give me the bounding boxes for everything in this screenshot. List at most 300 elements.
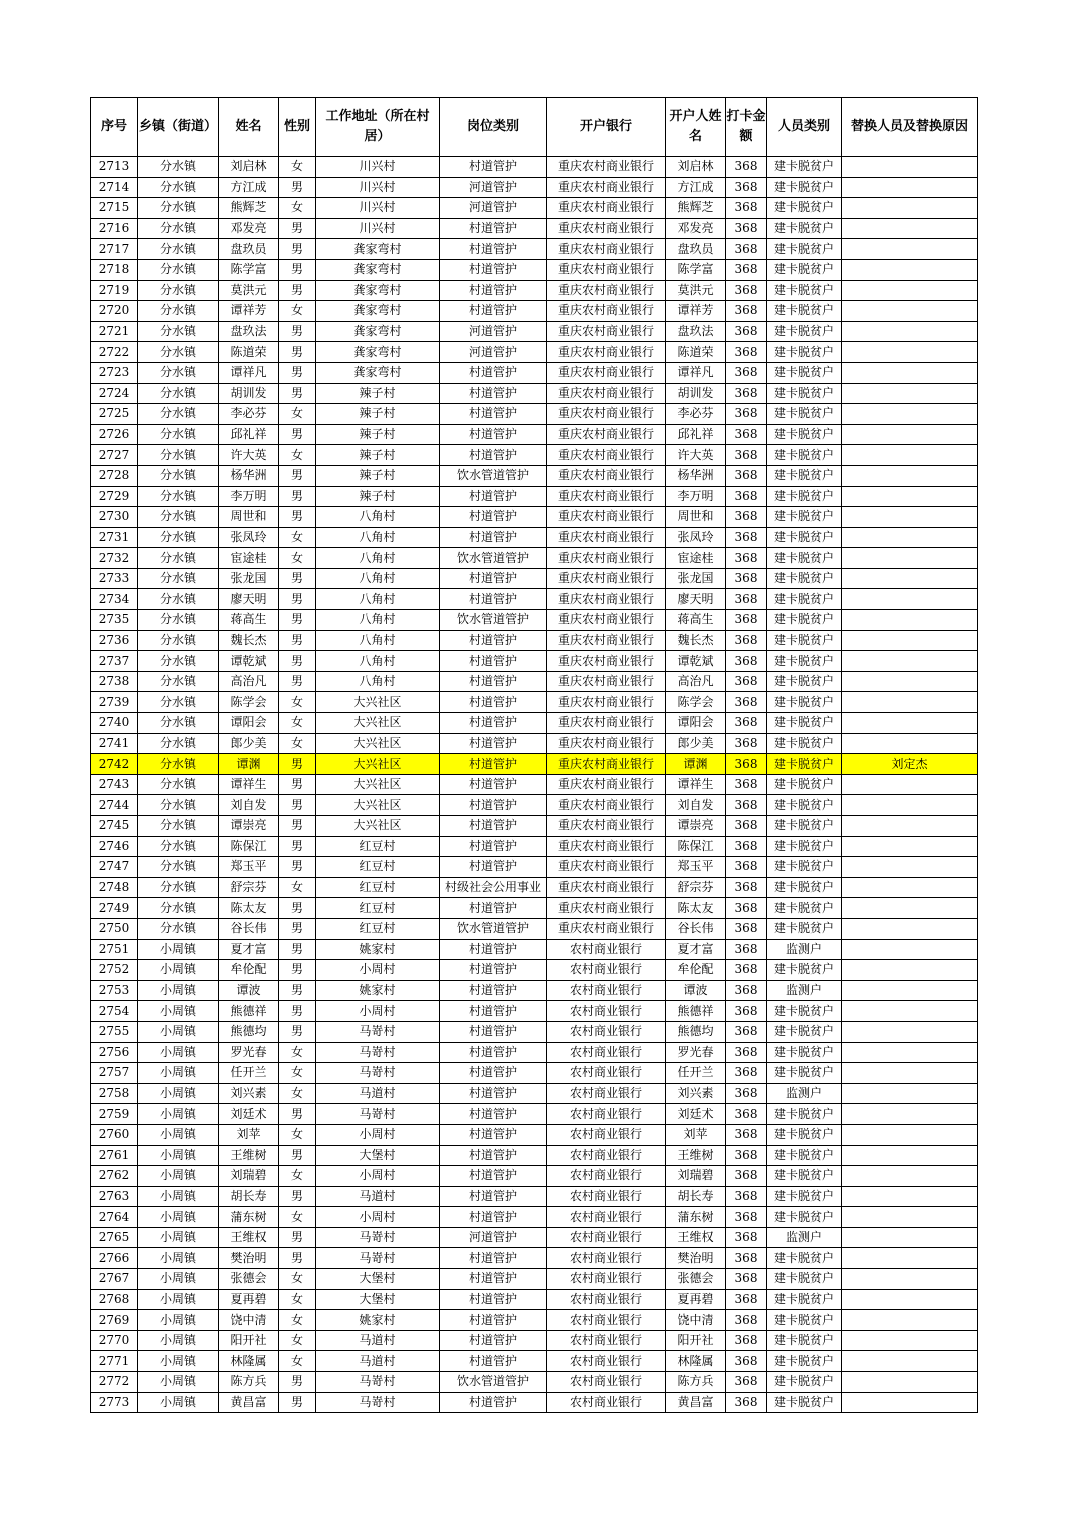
cell-replacement <box>842 1063 978 1084</box>
cell-gender: 男 <box>279 424 316 445</box>
cell-name: 谭崇亮 <box>219 816 279 837</box>
col-header-replacement: 替换人员及替换原因 <box>842 98 978 157</box>
cell-bank: 重庆农村商业银行 <box>547 774 666 795</box>
cell-bank: 重庆农村商业银行 <box>547 671 666 692</box>
cell-name: 王维权 <box>219 1227 279 1248</box>
cell-amount: 368 <box>726 280 767 301</box>
table-row <box>91 486 978 507</box>
cell-post-type: 村道管护 <box>440 1124 547 1145</box>
cell-amount: 368 <box>726 713 767 734</box>
table-row <box>91 301 978 322</box>
cell-town: 分水镇 <box>138 259 219 280</box>
cell-bank: 重庆农村商业银行 <box>547 383 666 404</box>
cell-person-type: 建卡脱贫户 <box>767 177 842 198</box>
cell-amount: 368 <box>726 918 767 939</box>
cell-gender: 男 <box>279 754 316 775</box>
cell-post-type: 村道管护 <box>440 671 547 692</box>
table-row <box>91 1124 978 1145</box>
cell-name: 谭祥芳 <box>219 301 279 322</box>
table-row <box>91 795 978 816</box>
cell-person-type: 监测户 <box>767 1227 842 1248</box>
cell-index: 2736 <box>91 630 138 651</box>
cell-replacement <box>842 651 978 672</box>
cell-index: 2739 <box>91 692 138 713</box>
cell-person-type: 建卡脱贫户 <box>767 1166 842 1187</box>
cell-name: 陈学富 <box>219 259 279 280</box>
cell-town: 分水镇 <box>138 321 219 342</box>
col-header-post-type: 岗位类别 <box>440 98 547 157</box>
cell-account-holder: 陈太友 <box>666 898 726 919</box>
cell-post-type: 村道管护 <box>440 1104 547 1125</box>
cell-index: 2761 <box>91 1145 138 1166</box>
cell-amount: 368 <box>726 671 767 692</box>
cell-town: 分水镇 <box>138 589 219 610</box>
cell-name: 陈道荣 <box>219 342 279 363</box>
cell-person-type: 建卡脱贫户 <box>767 651 842 672</box>
cell-address: 八角村 <box>316 548 440 569</box>
cell-replacement: 刘定杰 <box>842 754 978 775</box>
cell-post-type: 村道管护 <box>440 404 547 425</box>
table-row <box>91 980 978 1001</box>
table-row <box>91 527 978 548</box>
cell-bank: 农村商业银行 <box>547 1166 666 1187</box>
cell-name: 刘自发 <box>219 795 279 816</box>
cell-index: 2716 <box>91 218 138 239</box>
cell-address: 八角村 <box>316 610 440 631</box>
cell-account-holder: 张德会 <box>666 1269 726 1290</box>
cell-bank: 农村商业银行 <box>547 1227 666 1248</box>
cell-post-type: 村道管护 <box>440 383 547 404</box>
cell-name: 张龙国 <box>219 568 279 589</box>
cell-amount: 368 <box>726 1124 767 1145</box>
cell-account-holder: 谭乾斌 <box>666 651 726 672</box>
table-row <box>91 651 978 672</box>
cell-replacement <box>842 177 978 198</box>
cell-town: 分水镇 <box>138 239 219 260</box>
cell-index: 2727 <box>91 445 138 466</box>
cell-account-holder: 刘兴素 <box>666 1083 726 1104</box>
cell-amount: 368 <box>726 301 767 322</box>
cell-gender: 男 <box>279 1372 316 1393</box>
table-row <box>91 239 978 260</box>
cell-index: 2734 <box>91 589 138 610</box>
cell-index: 2773 <box>91 1392 138 1413</box>
cell-address: 马嵜村 <box>316 1372 440 1393</box>
cell-post-type: 河道管护 <box>440 177 547 198</box>
cell-bank: 农村商业银行 <box>547 1372 666 1393</box>
table-row <box>91 692 978 713</box>
cell-amount: 368 <box>726 1042 767 1063</box>
cell-address: 辣子村 <box>316 445 440 466</box>
cell-gender: 女 <box>279 1289 316 1310</box>
cell-index: 2764 <box>91 1207 138 1228</box>
cell-post-type: 村道管护 <box>440 1248 547 1269</box>
cell-bank: 农村商业银行 <box>547 1124 666 1145</box>
cell-person-type: 建卡脱贫户 <box>767 218 842 239</box>
cell-amount: 368 <box>726 1021 767 1042</box>
cell-name: 熊德祥 <box>219 1001 279 1022</box>
cell-gender: 男 <box>279 465 316 486</box>
cell-post-type: 村道管护 <box>440 980 547 1001</box>
cell-account-holder: 高治凡 <box>666 671 726 692</box>
cell-name: 陈方兵 <box>219 1372 279 1393</box>
cell-account-holder: 熊辉芝 <box>666 198 726 219</box>
cell-bank: 农村商业银行 <box>547 939 666 960</box>
cell-address: 姚家村 <box>316 980 440 1001</box>
cell-town: 分水镇 <box>138 507 219 528</box>
cell-account-holder: 陈道荣 <box>666 342 726 363</box>
cell-address: 大兴社区 <box>316 816 440 837</box>
cell-amount: 368 <box>726 486 767 507</box>
cell-person-type: 建卡脱贫户 <box>767 548 842 569</box>
cell-address: 姚家村 <box>316 939 440 960</box>
cell-replacement <box>842 321 978 342</box>
table-row <box>91 259 978 280</box>
cell-town: 小周镇 <box>138 1227 219 1248</box>
cell-account-holder: 罗光春 <box>666 1042 726 1063</box>
cell-bank: 重庆农村商业银行 <box>547 857 666 878</box>
cell-person-type: 建卡脱贫户 <box>767 445 842 466</box>
cell-index: 2763 <box>91 1186 138 1207</box>
cell-address: 八角村 <box>316 651 440 672</box>
table-row <box>91 342 978 363</box>
cell-post-type: 村道管护 <box>440 774 547 795</box>
cell-town: 小周镇 <box>138 1289 219 1310</box>
cell-person-type: 建卡脱贫户 <box>767 1104 842 1125</box>
cell-index: 2738 <box>91 671 138 692</box>
cell-post-type: 村道管护 <box>440 1392 547 1413</box>
cell-post-type: 村道管护 <box>440 795 547 816</box>
cell-account-holder: 刘苹 <box>666 1124 726 1145</box>
cell-address: 川兴村 <box>316 157 440 178</box>
cell-amount: 368 <box>726 733 767 754</box>
cell-town: 分水镇 <box>138 898 219 919</box>
cell-bank: 重庆农村商业银行 <box>547 280 666 301</box>
cell-address: 小周村 <box>316 960 440 981</box>
cell-person-type: 监测户 <box>767 939 842 960</box>
cell-gender: 男 <box>279 383 316 404</box>
cell-gender: 女 <box>279 692 316 713</box>
cell-account-holder: 刘自发 <box>666 795 726 816</box>
cell-account-holder: 熊德均 <box>666 1021 726 1042</box>
cell-account-holder: 张龙国 <box>666 568 726 589</box>
cell-replacement <box>842 1104 978 1125</box>
cell-replacement <box>842 610 978 631</box>
cell-name: 林隆属 <box>219 1351 279 1372</box>
cell-index: 2766 <box>91 1248 138 1269</box>
cell-name: 陈学会 <box>219 692 279 713</box>
cell-town: 分水镇 <box>138 218 219 239</box>
cell-index: 2717 <box>91 239 138 260</box>
cell-town: 小周镇 <box>138 1145 219 1166</box>
cell-person-type: 建卡脱贫户 <box>767 486 842 507</box>
cell-account-holder: 刘瑞碧 <box>666 1166 726 1187</box>
cell-name: 张德会 <box>219 1269 279 1290</box>
cell-bank: 农村商业银行 <box>547 1001 666 1022</box>
roster-sheet <box>90 97 978 1413</box>
cell-bank: 重庆农村商业银行 <box>547 630 666 651</box>
cell-index: 2728 <box>91 465 138 486</box>
cell-address: 红豆村 <box>316 857 440 878</box>
cell-index: 2754 <box>91 1001 138 1022</box>
cell-account-holder: 黄昌富 <box>666 1392 726 1413</box>
cell-bank: 重庆农村商业银行 <box>547 301 666 322</box>
cell-gender: 男 <box>279 362 316 383</box>
cell-address: 龚家弯村 <box>316 259 440 280</box>
table-row <box>91 816 978 837</box>
cell-post-type: 村道管护 <box>440 651 547 672</box>
cell-gender: 男 <box>279 218 316 239</box>
table-row <box>91 918 978 939</box>
cell-gender: 男 <box>279 816 316 837</box>
cell-address: 川兴村 <box>316 198 440 219</box>
cell-index: 2753 <box>91 980 138 1001</box>
cell-replacement <box>842 239 978 260</box>
cell-town: 分水镇 <box>138 816 219 837</box>
cell-post-type: 村道管护 <box>440 898 547 919</box>
cell-address: 小周村 <box>316 1207 440 1228</box>
cell-bank: 重庆农村商业银行 <box>547 713 666 734</box>
cell-replacement <box>842 1392 978 1413</box>
cell-gender: 男 <box>279 836 316 857</box>
cell-index: 2756 <box>91 1042 138 1063</box>
cell-name: 蒲东树 <box>219 1207 279 1228</box>
cell-bank: 重庆农村商业银行 <box>547 362 666 383</box>
cell-replacement <box>842 1227 978 1248</box>
cell-post-type: 村道管护 <box>440 1207 547 1228</box>
cell-address: 川兴村 <box>316 218 440 239</box>
cell-replacement <box>842 445 978 466</box>
cell-post-type: 村道管护 <box>440 1083 547 1104</box>
cell-account-holder: 蒋高生 <box>666 610 726 631</box>
cell-index: 2755 <box>91 1021 138 1042</box>
cell-name: 谷长伟 <box>219 918 279 939</box>
cell-name: 谭波 <box>219 980 279 1001</box>
cell-account-holder: 樊治明 <box>666 1248 726 1269</box>
cell-town: 分水镇 <box>138 342 219 363</box>
cell-amount: 368 <box>726 630 767 651</box>
cell-account-holder: 邓发亮 <box>666 218 726 239</box>
cell-index: 2732 <box>91 548 138 569</box>
cell-town: 分水镇 <box>138 362 219 383</box>
cell-address: 龚家弯村 <box>316 342 440 363</box>
table-row <box>91 362 978 383</box>
cell-town: 分水镇 <box>138 157 219 178</box>
table-row <box>91 383 978 404</box>
cell-person-type: 建卡脱贫户 <box>767 1269 842 1290</box>
cell-index: 2749 <box>91 898 138 919</box>
cell-replacement <box>842 486 978 507</box>
cell-post-type: 村道管护 <box>440 733 547 754</box>
cell-replacement <box>842 548 978 569</box>
cell-post-type: 村道管护 <box>440 960 547 981</box>
cell-account-holder: 盘玖员 <box>666 239 726 260</box>
cell-index: 2731 <box>91 527 138 548</box>
cell-index: 2723 <box>91 362 138 383</box>
cell-gender: 男 <box>279 280 316 301</box>
cell-person-type: 建卡脱贫户 <box>767 960 842 981</box>
col-header-address: 工作地址（所在村居） <box>316 98 440 157</box>
cell-replacement <box>842 1021 978 1042</box>
cell-bank: 农村商业银行 <box>547 1289 666 1310</box>
cell-address: 小周村 <box>316 1124 440 1145</box>
cell-amount: 368 <box>726 795 767 816</box>
cell-address: 大兴社区 <box>316 795 440 816</box>
table-row <box>91 713 978 734</box>
cell-address: 辣子村 <box>316 486 440 507</box>
cell-gender: 女 <box>279 1330 316 1351</box>
cell-name: 舒宗芬 <box>219 877 279 898</box>
cell-name: 张凤玲 <box>219 527 279 548</box>
cell-amount: 368 <box>726 960 767 981</box>
cell-amount: 368 <box>726 239 767 260</box>
cell-town: 分水镇 <box>138 795 219 816</box>
cell-post-type: 村道管护 <box>440 445 547 466</box>
cell-address: 马嵜村 <box>316 1227 440 1248</box>
cell-amount: 368 <box>726 1372 767 1393</box>
cell-index: 2771 <box>91 1351 138 1372</box>
cell-post-type: 村道管护 <box>440 239 547 260</box>
cell-account-holder: 谷长伟 <box>666 918 726 939</box>
cell-person-type: 建卡脱贫户 <box>767 877 842 898</box>
cell-person-type: 建卡脱贫户 <box>767 1145 842 1166</box>
cell-account-holder: 张凤玲 <box>666 527 726 548</box>
cell-gender: 女 <box>279 1166 316 1187</box>
cell-amount: 368 <box>726 568 767 589</box>
cell-town: 小周镇 <box>138 1372 219 1393</box>
cell-person-type: 建卡脱贫户 <box>767 589 842 610</box>
cell-amount: 368 <box>726 527 767 548</box>
cell-index: 2744 <box>91 795 138 816</box>
cell-amount: 368 <box>726 651 767 672</box>
cell-address: 大堡村 <box>316 1289 440 1310</box>
cell-account-holder: 宦途桂 <box>666 548 726 569</box>
cell-name: 夏再碧 <box>219 1289 279 1310</box>
cell-post-type: 村道管护 <box>440 1145 547 1166</box>
cell-account-holder: 胡训发 <box>666 383 726 404</box>
cell-account-holder: 魏长杰 <box>666 630 726 651</box>
cell-address: 马嵜村 <box>316 1104 440 1125</box>
cell-person-type: 建卡脱贫户 <box>767 1207 842 1228</box>
cell-town: 分水镇 <box>138 445 219 466</box>
cell-name: 杨华洲 <box>219 465 279 486</box>
cell-person-type: 建卡脱贫户 <box>767 383 842 404</box>
table-row <box>91 1207 978 1228</box>
cell-town: 分水镇 <box>138 836 219 857</box>
table-row <box>91 610 978 631</box>
cell-replacement <box>842 980 978 1001</box>
cell-replacement <box>842 733 978 754</box>
cell-person-type: 建卡脱贫户 <box>767 1001 842 1022</box>
cell-town: 小周镇 <box>138 1104 219 1125</box>
cell-replacement <box>842 465 978 486</box>
cell-gender: 女 <box>279 198 316 219</box>
cell-name: 夏才富 <box>219 939 279 960</box>
cell-gender: 女 <box>279 1269 316 1290</box>
cell-person-type: 建卡脱贫户 <box>767 259 842 280</box>
cell-person-type: 建卡脱贫户 <box>767 1042 842 1063</box>
cell-replacement <box>842 1001 978 1022</box>
cell-index: 2751 <box>91 939 138 960</box>
cell-amount: 368 <box>726 754 767 775</box>
cell-account-holder: 陈学会 <box>666 692 726 713</box>
cell-replacement <box>842 836 978 857</box>
cell-index: 2713 <box>91 157 138 178</box>
cell-amount: 368 <box>726 198 767 219</box>
cell-address: 辣子村 <box>316 465 440 486</box>
cell-person-type: 建卡脱贫户 <box>767 568 842 589</box>
cell-post-type: 饮水管道管护 <box>440 918 547 939</box>
cell-town: 小周镇 <box>138 1042 219 1063</box>
cell-index: 2759 <box>91 1104 138 1125</box>
cell-town: 分水镇 <box>138 465 219 486</box>
cell-gender: 男 <box>279 568 316 589</box>
table-row <box>91 836 978 857</box>
cell-post-type: 河道管护 <box>440 342 547 363</box>
col-header-amount: 打卡金额 <box>726 98 767 157</box>
cell-amount: 368 <box>726 836 767 857</box>
table-row <box>91 671 978 692</box>
cell-address: 马嵜村 <box>316 1392 440 1413</box>
cell-name: 黄昌富 <box>219 1392 279 1413</box>
cell-gender: 女 <box>279 877 316 898</box>
cell-person-type: 建卡脱贫户 <box>767 1289 842 1310</box>
cell-amount: 368 <box>726 465 767 486</box>
cell-town: 分水镇 <box>138 733 219 754</box>
cell-amount: 368 <box>726 1207 767 1228</box>
cell-person-type: 建卡脱贫户 <box>767 507 842 528</box>
cell-name: 谭祥凡 <box>219 362 279 383</box>
cell-post-type: 村道管护 <box>440 857 547 878</box>
table-row <box>91 939 978 960</box>
cell-name: 樊治明 <box>219 1248 279 1269</box>
cell-index: 2768 <box>91 1289 138 1310</box>
cell-name: 周世和 <box>219 507 279 528</box>
cell-town: 小周镇 <box>138 1063 219 1084</box>
cell-gender: 女 <box>279 1063 316 1084</box>
table-row <box>91 465 978 486</box>
table-row <box>91 1042 978 1063</box>
table-row <box>91 157 978 178</box>
cell-amount: 368 <box>726 1001 767 1022</box>
cell-amount: 368 <box>726 218 767 239</box>
cell-account-holder: 郎少美 <box>666 733 726 754</box>
cell-post-type: 村道管护 <box>440 1063 547 1084</box>
cell-replacement <box>842 301 978 322</box>
cell-town: 分水镇 <box>138 918 219 939</box>
cell-amount: 368 <box>726 1063 767 1084</box>
cell-post-type: 村道管护 <box>440 157 547 178</box>
cell-gender: 男 <box>279 1145 316 1166</box>
table-row <box>91 1186 978 1207</box>
cell-name: 谭乾斌 <box>219 651 279 672</box>
cell-replacement <box>842 218 978 239</box>
table-row <box>91 857 978 878</box>
cell-replacement <box>842 1372 978 1393</box>
cell-person-type: 建卡脱贫户 <box>767 816 842 837</box>
cell-name: 邓发亮 <box>219 218 279 239</box>
cell-bank: 重庆农村商业银行 <box>547 342 666 363</box>
cell-account-holder: 方江成 <box>666 177 726 198</box>
cell-name: 饶中清 <box>219 1310 279 1331</box>
cell-post-type: 村道管护 <box>440 218 547 239</box>
cell-address: 姚家村 <box>316 1310 440 1331</box>
cell-bank: 重庆农村商业银行 <box>547 816 666 837</box>
cell-town: 分水镇 <box>138 630 219 651</box>
cell-post-type: 村道管护 <box>440 1186 547 1207</box>
cell-town: 分水镇 <box>138 568 219 589</box>
cell-amount: 368 <box>726 877 767 898</box>
